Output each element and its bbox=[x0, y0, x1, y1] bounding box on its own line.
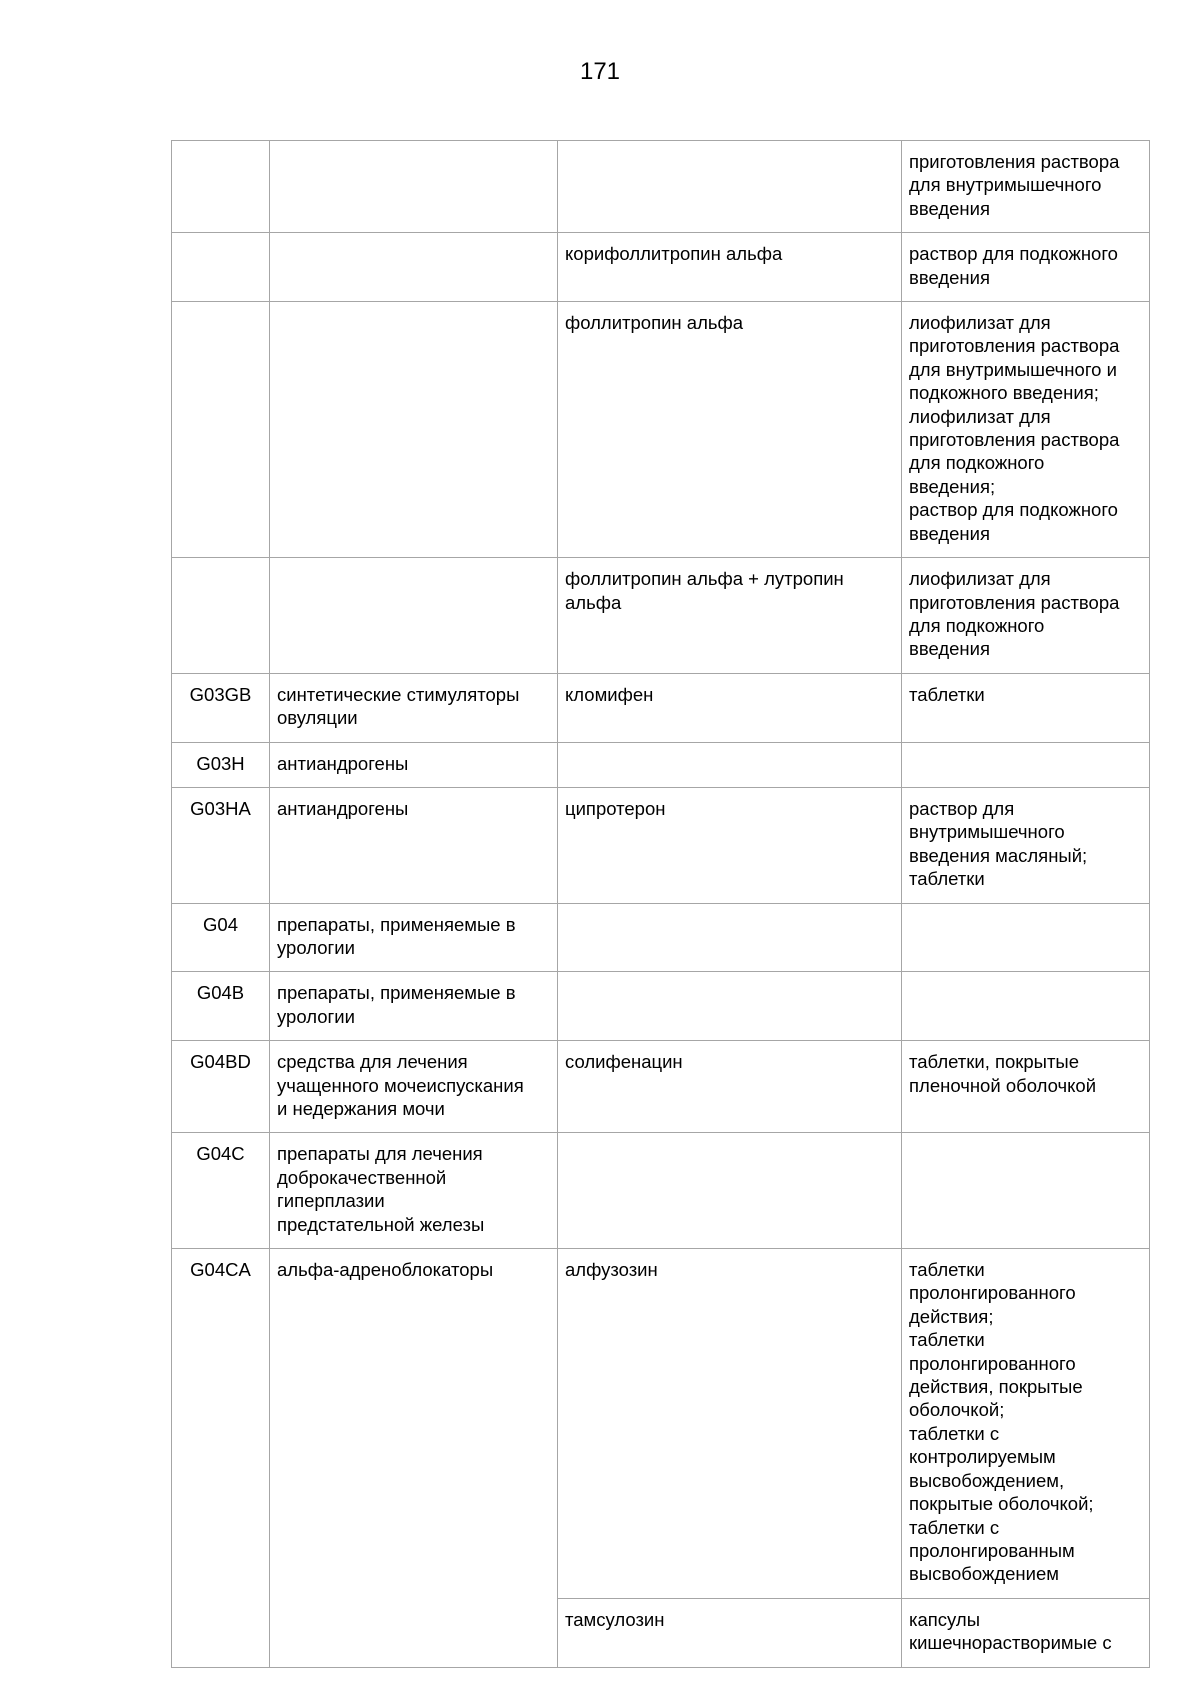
dosage-form-cell bbox=[902, 972, 1150, 1041]
atc-code-cell: G04 bbox=[172, 903, 270, 972]
atc-code-cell bbox=[172, 302, 270, 558]
group-cell: синтетические стимуляторы овуляции bbox=[270, 673, 558, 742]
substance-cell: кломифен bbox=[558, 673, 902, 742]
atc-code-cell: G04C bbox=[172, 1133, 270, 1249]
dosage-form-cell: таблетки пролонгированного действия; таблетки пролонгированного действия, покрытые оболочкой; таблетки с контролируемым высвобождением, покрытые оболочкой; таблетки с пролонгированным высвобождением bbox=[902, 1249, 1150, 1599]
table-row bbox=[172, 558, 1150, 674]
table-row bbox=[172, 742, 1150, 787]
table-row bbox=[172, 972, 1150, 1041]
substance-cell: корифоллитропин альфа bbox=[558, 233, 902, 302]
substance-cell bbox=[558, 742, 902, 787]
atc-code-cell: G03GB bbox=[172, 673, 270, 742]
dosage-form-cell: капсулы кишечнорастворимые с bbox=[902, 1598, 1150, 1667]
group-cell: антиандрогены bbox=[270, 787, 558, 903]
substance-cell bbox=[558, 972, 902, 1041]
substance-cell: фоллитропин альфа bbox=[558, 302, 902, 558]
dosage-form-cell: лиофилизат для приготовления раствора для подкожного введения bbox=[902, 558, 1150, 674]
table-row bbox=[172, 141, 1150, 233]
dosage-form-cell bbox=[902, 742, 1150, 787]
atc-code-cell: G03H bbox=[172, 742, 270, 787]
table-row bbox=[172, 1133, 1150, 1249]
group-cell: препараты, применяемые в урологии bbox=[270, 972, 558, 1041]
substance-cell: алфузозин bbox=[558, 1249, 902, 1599]
dosage-form-cell: раствор для подкожного введения bbox=[902, 233, 1150, 302]
substance-cell: фоллитропин альфа + лутропин альфа bbox=[558, 558, 902, 674]
atc-code-cell bbox=[172, 141, 270, 233]
group-cell bbox=[270, 302, 558, 558]
group-cell: антиандрогены bbox=[270, 742, 558, 787]
dosage-form-cell bbox=[902, 1133, 1150, 1249]
drug-table bbox=[171, 140, 1150, 1668]
dosage-form-cell: лиофилизат для приготовления раствора для внутримышечного и подкожного введения; лиофилизат для приготовления раствора для подкожного введения; раствор для подкожного введения bbox=[902, 302, 1150, 558]
atc-code-cell bbox=[172, 558, 270, 674]
group-cell: средства для лечения учащенного мочеиспускания и недержания мочи bbox=[270, 1041, 558, 1133]
substance-cell bbox=[558, 141, 902, 233]
atc-code-cell: G04BD bbox=[172, 1041, 270, 1133]
substance-cell: солифенацин bbox=[558, 1041, 902, 1133]
group-cell bbox=[270, 141, 558, 233]
group-cell: альфа-адреноблокаторы bbox=[270, 1249, 558, 1668]
dosage-form-cell: таблетки, покрытые пленочной оболочкой bbox=[902, 1041, 1150, 1133]
table-row bbox=[172, 673, 1150, 742]
substance-cell bbox=[558, 1133, 902, 1249]
table-row bbox=[172, 903, 1150, 972]
group-cell bbox=[270, 558, 558, 674]
table-row bbox=[172, 1249, 1150, 1599]
dosage-form-cell: раствор для внутримышечного введения масляный; таблетки bbox=[902, 787, 1150, 903]
dosage-form-cell bbox=[902, 903, 1150, 972]
table-row bbox=[172, 1041, 1150, 1133]
atc-code-cell: G03HA bbox=[172, 787, 270, 903]
group-cell: препараты для лечения доброкачественной гиперплазии предстательной железы bbox=[270, 1133, 558, 1249]
group-cell: препараты, применяемые в урологии bbox=[270, 903, 558, 972]
table-row bbox=[172, 302, 1150, 558]
atc-code-cell: G04B bbox=[172, 972, 270, 1041]
table-row bbox=[172, 233, 1150, 302]
atc-code-cell bbox=[172, 233, 270, 302]
substance-cell: ципротерон bbox=[558, 787, 902, 903]
page-number: 171 bbox=[579, 58, 621, 85]
dosage-form-cell: таблетки bbox=[902, 673, 1150, 742]
atc-code-cell: G04CA bbox=[172, 1249, 270, 1668]
substance-cell: тамсулозин bbox=[558, 1598, 902, 1667]
table-row bbox=[172, 787, 1150, 903]
substance-cell bbox=[558, 903, 902, 972]
dosage-form-cell: приготовления раствора для внутримышечного введения bbox=[902, 141, 1150, 233]
group-cell bbox=[270, 233, 558, 302]
